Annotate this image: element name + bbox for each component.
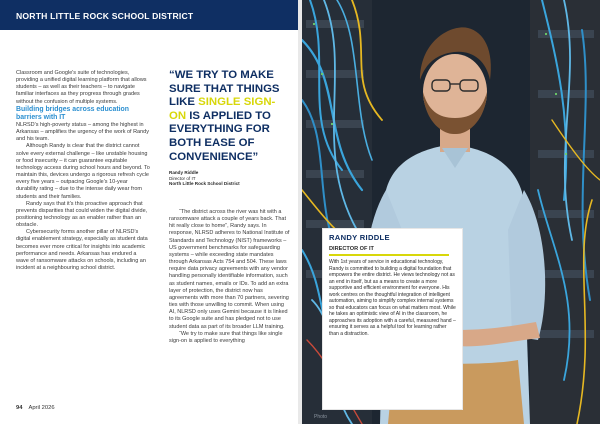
page-number: 94 xyxy=(16,405,23,411)
section-header-title: NORTH LITTLE ROCK SCHOOL DISTRICT xyxy=(16,11,194,21)
body-paragraph: “We try to make sure that things like single sign-on is applied to everything xyxy=(169,330,283,344)
page-footer xyxy=(16,405,55,411)
pull-quote-text-end: IS APPLIED TO EVERYTHING FOR BOTH EASE OF CONVENIENCE” xyxy=(169,109,271,163)
bio-box xyxy=(322,228,463,410)
quote-attribution xyxy=(169,170,287,187)
body-paragraph: NLRSD's high-poverty status – among the highest in Arkansas – amplifies the urgency of the work of Randy and his team. xyxy=(16,121,149,143)
intro-paragraph: Classroom and Google's suite of technologies, providing a unified digital learning platform that allows students – as well as their teachers – to navigate familiar interfaces as they progress through grades without the confusion of multiple systems. xyxy=(16,70,147,105)
body-paragraph: Although Randy is clear that the district cannot solve every external challenge – like unstable housing or food insecurity – it can guarantee equitable technology access during school hours and beyond. To maintain this, devices undergo a rigorous refresh cycle every five years – outpacing Google's 10-year durability rating – due to the intense daily wear from students and their families. xyxy=(16,143,150,200)
pull-quote xyxy=(169,69,287,164)
bio-divider xyxy=(329,254,449,256)
attribution-title: Director of IT xyxy=(169,175,196,181)
middle-text-column xyxy=(169,209,290,345)
body-paragraph: “The district across the river was hit with a ransomware attack a couple of years back. That hit really close to home”, Randy says. In response, NLRSD adheres to National Institute of Standards and Technology (NIST) frameworks – US government benchmarks for safeguarding systems – while exceeding state mandates through Arkansas Acts 754 and 504. These laws require data privacy agreements with any vendor handling personally identifiable information, such as student names, emails or IDs. To add an extra layer of protection, the district now has agreements with more than 70 partners, severing ties with those unwilling to commit. When using AI, NLRSD only uses Gemini because it is linked to its Google suite and has pledged not to use student data as part of its broader LLM training. xyxy=(169,209,290,330)
section-header-bar xyxy=(0,0,298,30)
pull-quote-text: “WE TRY TO MAKE SURE THAT THINGS LIKE xyxy=(169,69,280,109)
bio-name: RANDY RIDDLE xyxy=(329,233,390,242)
section-subheading: Building bridges across education barriers with IT xyxy=(16,105,129,121)
issue-date: April 2026 xyxy=(28,405,55,411)
attribution-org: North Little Rock School District xyxy=(169,181,240,187)
body-paragraph: Cybersecurity forms another pillar of NLRSD's digital enablement strategy, especially as student data becomes ever more critical for insights into academic performance and needs. Arkansas has endured a wave of ransomware attacks on schools, including an incident at a neighbouring school district. xyxy=(16,229,148,272)
bio-role: DIRECTOR OF IT xyxy=(329,246,374,252)
body-paragraph: Randy says that it's this proactive approach that prevents disparities that could widen the digital divide, positioning technology as an enabler rather than an obstacle. xyxy=(16,200,148,229)
svg-text:Photo: Photo xyxy=(314,414,328,420)
bio-text: With 1st years of service in educational technology, Randy is committed to building a digital foundation that empowers the entire district. He views technology not as an end in itself, but as a means to create a more supportive and efficient environment for everyone. His work centres on the thoughtful integration of intelligent automation, aiming to simplify complex internal systems so that educators can focus on what matters most. While he takes an optimistic view of AI in the classroom, he approaches its adoption with a careful, measured hand – ensuring it serves as a helpful tool for learning rather than a distraction. xyxy=(329,259,456,338)
pull-quote-highlight: SINGLE SIGN-ON xyxy=(169,96,276,122)
left-text-column xyxy=(16,70,150,272)
attribution-name: Randy Riddle xyxy=(169,170,199,175)
